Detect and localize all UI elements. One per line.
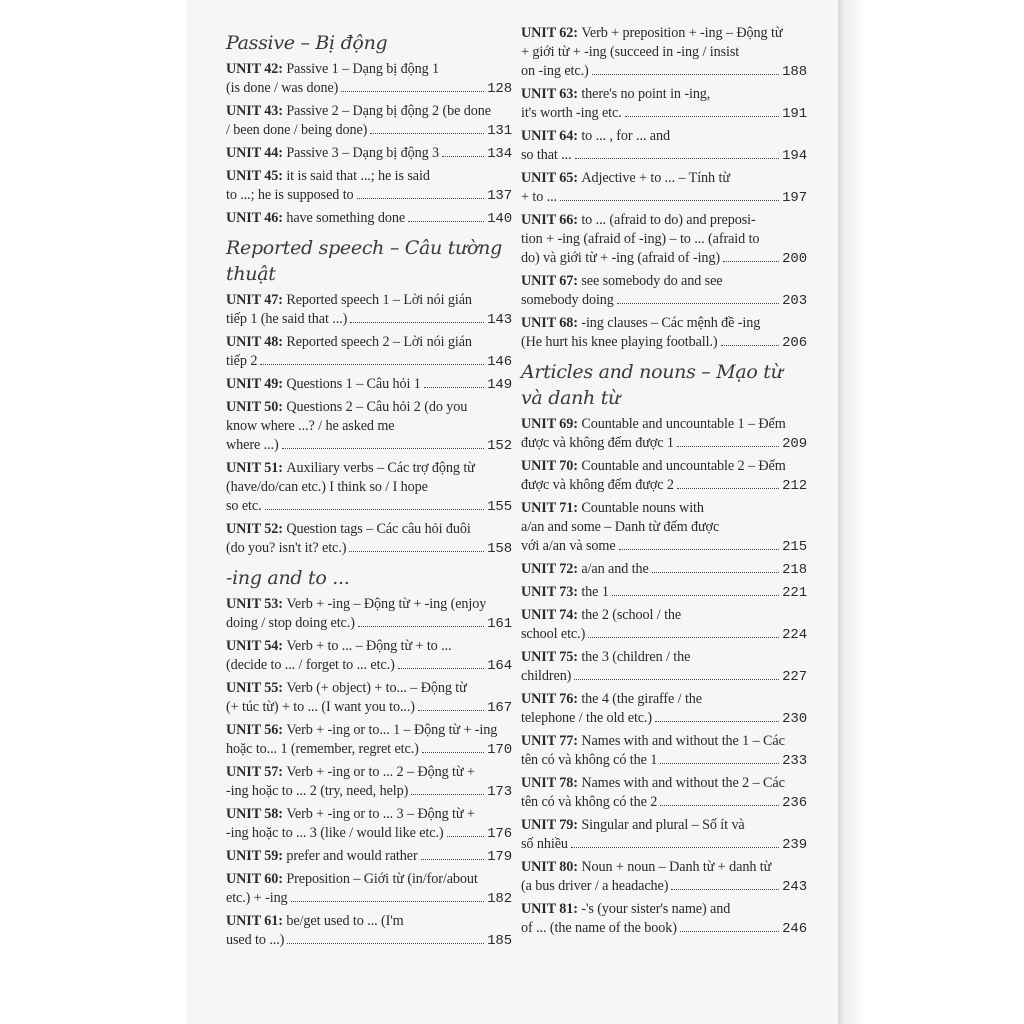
toc-entry[interactable] bbox=[226, 144, 512, 164]
page-number: 239 bbox=[782, 837, 807, 853]
page-number: 176 bbox=[487, 826, 512, 842]
entry-title-line: know where ...? / he asked me bbox=[226, 418, 395, 434]
unit-label: UNIT 80: bbox=[521, 859, 578, 875]
leader-dots bbox=[341, 91, 484, 92]
unit-label: UNIT 42: bbox=[226, 61, 283, 77]
unit-label: UNIT 52: bbox=[226, 521, 283, 537]
entry-title-line: Verb (+ object) + to... – Động từ bbox=[286, 680, 467, 696]
leader-dots bbox=[370, 133, 484, 134]
unit-label: UNIT 48: bbox=[226, 334, 283, 350]
toc-entry[interactable] bbox=[226, 459, 512, 517]
page-number: 149 bbox=[487, 377, 512, 393]
page-number: 185 bbox=[487, 933, 512, 949]
entry-title-line: Verb + -ing – Động từ + -ing (enjoy bbox=[286, 596, 487, 612]
page-edge-shadow bbox=[838, 0, 1024, 1024]
unit-label: UNIT 65: bbox=[521, 170, 578, 186]
entry-title-line: be/get used to ... (I'm bbox=[286, 913, 404, 929]
entry-title-line: so that ... bbox=[521, 147, 572, 163]
entry-title-line: -'s (your sister's name) and bbox=[581, 901, 731, 917]
entry-title-line: Countable nouns with bbox=[581, 500, 704, 516]
entry-title-line: + to ... bbox=[521, 189, 557, 205]
toc-entry[interactable] bbox=[521, 606, 807, 645]
unit-label: UNIT 73: bbox=[521, 584, 578, 600]
leader-dots bbox=[447, 836, 485, 837]
leader-dots bbox=[358, 626, 484, 627]
toc-entry[interactable] bbox=[226, 595, 512, 634]
entry-title-line: -ing hoặc to ... 3 (like / would like etc.) bbox=[226, 825, 444, 841]
leader-dots bbox=[571, 847, 779, 848]
entry-title-line: Verb + preposition + -ing – Động từ bbox=[581, 25, 783, 41]
page-number: 140 bbox=[487, 211, 512, 227]
leader-dots bbox=[625, 116, 779, 117]
entry-title-line: Question tags – Các câu hỏi đuôi bbox=[286, 521, 471, 537]
entry-title-line: to ...; he is supposed to bbox=[226, 187, 354, 203]
entry-title-line: (is done / was done) bbox=[226, 80, 339, 96]
toc-entry[interactable] bbox=[521, 732, 807, 771]
leader-dots bbox=[723, 261, 779, 262]
page-number: 143 bbox=[487, 312, 512, 328]
leader-dots bbox=[660, 805, 779, 806]
unit-label: UNIT 58: bbox=[226, 806, 283, 822]
entry-title-line: prefer and would rather bbox=[286, 848, 418, 864]
entry-title-line: school etc.) bbox=[521, 626, 586, 642]
page-number: 131 bbox=[487, 123, 512, 139]
page-number: 233 bbox=[782, 753, 807, 769]
toc-entry[interactable] bbox=[226, 167, 512, 206]
entry-title-line: see somebody do and see bbox=[581, 273, 723, 289]
page-number: 182 bbox=[487, 891, 512, 907]
entry-title-line: Verb + -ing or to ... 2 – Động từ + bbox=[286, 764, 475, 780]
unit-label: UNIT 47: bbox=[226, 292, 283, 308]
leader-dots bbox=[349, 551, 484, 552]
unit-label: UNIT 78: bbox=[521, 775, 578, 791]
entry-title-line: somebody doing bbox=[521, 292, 614, 308]
entry-title-line: a/an and the bbox=[581, 561, 649, 577]
toc-entry[interactable] bbox=[226, 763, 512, 802]
unit-label: UNIT 50: bbox=[226, 399, 283, 415]
toc-entry[interactable] bbox=[226, 721, 512, 760]
toc-entry[interactable] bbox=[521, 314, 807, 353]
page-number: 206 bbox=[782, 335, 807, 351]
leader-dots bbox=[677, 446, 779, 447]
leader-dots bbox=[592, 74, 779, 75]
toc-entry[interactable] bbox=[226, 847, 512, 867]
entry-title-line: the 1 bbox=[581, 584, 609, 600]
unit-label: UNIT 43: bbox=[226, 103, 283, 119]
entry-title-line: it is said that ...; he is said bbox=[286, 168, 430, 184]
entry-title-line: it's worth -ing etc. bbox=[521, 105, 622, 121]
entry-title-line: Adjective + to ... – Tính từ bbox=[581, 170, 730, 186]
toc-entry[interactable] bbox=[521, 816, 807, 855]
toc-entry[interactable] bbox=[226, 375, 512, 395]
leader-dots bbox=[287, 943, 484, 944]
toc-entry[interactable] bbox=[521, 85, 807, 124]
page-number: 188 bbox=[782, 64, 807, 80]
leader-dots bbox=[612, 595, 779, 596]
entry-title-line: do) và giới từ + -ing (afraid of -ing) bbox=[521, 250, 721, 266]
entry-title-line: on -ing etc.) bbox=[521, 63, 589, 79]
unit-label: UNIT 46: bbox=[226, 210, 283, 226]
entry-title-line: Preposition – Giới từ (in/for/about bbox=[286, 871, 478, 887]
unit-label: UNIT 44: bbox=[226, 145, 283, 161]
entry-title-line: Reported speech 1 – Lời nói gián bbox=[286, 292, 472, 308]
entry-title-line: hoặc to... 1 (remember, regret etc.) bbox=[226, 741, 419, 757]
leader-dots bbox=[411, 794, 484, 795]
entry-title-line: so etc. bbox=[226, 498, 262, 514]
page-number: 161 bbox=[487, 616, 512, 632]
entry-title-line: etc.) + -ing bbox=[226, 890, 288, 906]
entry-title-line: doing / stop doing etc.) bbox=[226, 615, 355, 631]
unit-label: UNIT 55: bbox=[226, 680, 283, 696]
leader-dots bbox=[671, 889, 779, 890]
unit-label: UNIT 69: bbox=[521, 416, 578, 432]
entry-title-line: tion + -ing (afraid of -ing) – to ... (afraid to bbox=[521, 231, 760, 247]
unit-label: UNIT 79: bbox=[521, 817, 578, 833]
page-number: 221 bbox=[782, 585, 807, 601]
entry-title-line: Singular and plural – Số ít và bbox=[581, 817, 745, 833]
entry-title-line: the 3 (children / the bbox=[581, 649, 691, 665]
section-heading: Reported speech – Câu tường thuật bbox=[226, 237, 502, 285]
entry-title-line: (a bus driver / a headache) bbox=[521, 878, 669, 894]
page-number: 197 bbox=[782, 190, 807, 206]
toc-entry[interactable] bbox=[226, 520, 512, 559]
unit-label: UNIT 74: bbox=[521, 607, 578, 623]
entry-title-line: the 4 (the giraffe / the bbox=[581, 691, 702, 707]
leader-dots bbox=[680, 931, 779, 932]
unit-label: UNIT 70: bbox=[521, 458, 578, 474]
leader-dots bbox=[421, 859, 485, 860]
page-number: 218 bbox=[782, 562, 807, 578]
entry-title-line: Passive 3 – Dạng bị động 3 bbox=[286, 145, 440, 161]
leader-dots bbox=[652, 572, 779, 573]
page-number: 209 bbox=[782, 436, 807, 452]
toc-entry[interactable] bbox=[521, 648, 807, 687]
leader-dots bbox=[265, 509, 485, 510]
entry-title-line: (have/do/can etc.) I think so / I hope bbox=[226, 479, 428, 495]
section-heading: Passive – Bị động bbox=[226, 32, 388, 54]
entry-title-line: Names with and without the 1 – Các bbox=[581, 733, 785, 749]
unit-label: UNIT 51: bbox=[226, 460, 283, 476]
toc-entry[interactable] bbox=[521, 211, 807, 269]
toc-entry[interactable] bbox=[226, 398, 512, 456]
entry-title-line: (do you? isn't it? etc.) bbox=[226, 540, 347, 556]
page-number: 200 bbox=[782, 251, 807, 267]
page-number: 203 bbox=[782, 293, 807, 309]
leader-dots bbox=[660, 763, 779, 764]
leader-dots bbox=[282, 448, 485, 449]
page-number: 215 bbox=[782, 539, 807, 555]
page-number: 167 bbox=[487, 700, 512, 716]
entry-title-line: / been done / being done) bbox=[226, 122, 368, 138]
toc-entry[interactable] bbox=[521, 690, 807, 729]
unit-label: UNIT 76: bbox=[521, 691, 578, 707]
entry-title-line: used to ...) bbox=[226, 932, 285, 948]
toc-entry[interactable] bbox=[226, 805, 512, 844]
leader-dots bbox=[260, 364, 484, 365]
entry-title-line: tiếp 2 bbox=[226, 353, 258, 369]
entry-title-line: to ... (afraid to do) and preposi- bbox=[581, 212, 756, 228]
leader-dots bbox=[617, 303, 779, 304]
toc-entry[interactable] bbox=[521, 774, 807, 813]
page-number: 152 bbox=[487, 438, 512, 454]
page-number: 155 bbox=[487, 499, 512, 515]
page-number: 128 bbox=[487, 81, 512, 97]
unit-label: UNIT 53: bbox=[226, 596, 283, 612]
section-heading: -ing and to ... bbox=[226, 567, 350, 589]
unit-label: UNIT 75: bbox=[521, 649, 578, 665]
page-number: 246 bbox=[782, 921, 807, 937]
unit-label: UNIT 68: bbox=[521, 315, 578, 331]
toc-entry[interactable] bbox=[226, 637, 512, 676]
leader-dots bbox=[418, 710, 484, 711]
unit-label: UNIT 64: bbox=[521, 128, 578, 144]
page-number: 158 bbox=[487, 541, 512, 557]
toc-entry[interactable] bbox=[226, 60, 512, 99]
entry-title-line: Names with and without the 2 – Các bbox=[581, 775, 785, 791]
page-number: 243 bbox=[782, 879, 807, 895]
toc-entry[interactable] bbox=[521, 415, 807, 454]
leader-dots bbox=[619, 549, 780, 550]
page-number: 224 bbox=[782, 627, 807, 643]
toc-entry[interactable] bbox=[521, 900, 807, 939]
page-number: 170 bbox=[487, 742, 512, 758]
entry-title-line: số nhiều bbox=[521, 836, 568, 852]
toc-entry[interactable] bbox=[226, 333, 512, 372]
entry-title-line: a/an and some – Danh từ đếm được bbox=[521, 519, 720, 535]
toc-entry[interactable] bbox=[226, 679, 512, 718]
entry-title-line: -ing hoặc to ... 2 (try, need, help) bbox=[226, 783, 409, 799]
entry-title-line: telephone / the old etc.) bbox=[521, 710, 653, 726]
toc-entry[interactable] bbox=[226, 912, 512, 951]
page-number: 236 bbox=[782, 795, 807, 811]
page-number: 230 bbox=[782, 711, 807, 727]
leader-dots bbox=[350, 322, 484, 323]
toc-left-column bbox=[226, 24, 512, 954]
entry-title-line: (decide to ... / forget to ... etc.) bbox=[226, 657, 395, 673]
leader-dots bbox=[575, 158, 780, 159]
entry-title-line: the 2 (school / the bbox=[581, 607, 682, 623]
entry-title-line: Noun + noun – Danh từ + danh từ bbox=[581, 859, 772, 875]
leader-dots bbox=[655, 721, 779, 722]
page-number: 194 bbox=[782, 148, 807, 164]
leader-dots bbox=[408, 221, 484, 222]
toc-entry[interactable] bbox=[521, 272, 807, 311]
leader-dots bbox=[291, 901, 485, 902]
unit-label: UNIT 62: bbox=[521, 25, 578, 41]
page-number: 212 bbox=[782, 478, 807, 494]
page-number: 134 bbox=[487, 146, 512, 162]
unit-label: UNIT 45: bbox=[226, 168, 283, 184]
entry-title-line: Questions 1 – Câu hỏi 1 bbox=[286, 376, 421, 392]
entry-title-line: Verb + to ... – Động từ + to ... bbox=[286, 638, 452, 654]
toc-entry[interactable] bbox=[521, 858, 807, 897]
entry-title-line: + giới từ + -ing (succeed in -ing / insist bbox=[521, 44, 740, 60]
leader-dots bbox=[422, 752, 484, 753]
unit-label: UNIT 56: bbox=[226, 722, 283, 738]
entry-title-line: there's no point in -ing, bbox=[581, 86, 711, 102]
toc-entry[interactable] bbox=[521, 24, 807, 82]
unit-label: UNIT 66: bbox=[521, 212, 578, 228]
entry-title-line: children) bbox=[521, 668, 572, 684]
leader-dots bbox=[398, 668, 484, 669]
unit-label: UNIT 67: bbox=[521, 273, 578, 289]
toc-entry[interactable] bbox=[521, 499, 807, 557]
entry-title-line: được và không đếm được 2 bbox=[521, 477, 674, 493]
entry-title-line: Passive 2 – Dạng bị động 2 (be done bbox=[286, 103, 491, 119]
entry-title-line: of ... (the name of the book) bbox=[521, 920, 677, 936]
page-number: 164 bbox=[487, 658, 512, 674]
leader-dots bbox=[560, 200, 779, 201]
entry-title-line: tiếp 1 (he said that ...) bbox=[226, 311, 348, 327]
entry-title-line: Countable and uncountable 2 – Đếm bbox=[581, 458, 786, 474]
entry-title-line: (+ túc từ) + to ... (I want you to...) bbox=[226, 699, 415, 715]
entry-title-line: have something done bbox=[286, 210, 406, 226]
unit-label: UNIT 72: bbox=[521, 561, 578, 577]
entry-title-line: được và không đếm được 1 bbox=[521, 435, 674, 451]
entry-title-line: Verb + -ing or to... 1 – Động từ + -ing bbox=[286, 722, 498, 738]
unit-label: UNIT 71: bbox=[521, 500, 578, 516]
entry-title-line: -ing clauses – Các mệnh đề -ing bbox=[581, 315, 761, 331]
toc-entry[interactable] bbox=[521, 583, 807, 603]
page-number: 173 bbox=[487, 784, 512, 800]
toc-entry[interactable] bbox=[521, 457, 807, 496]
toc-entry[interactable] bbox=[521, 169, 807, 208]
page-number: 146 bbox=[487, 354, 512, 370]
unit-label: UNIT 57: bbox=[226, 764, 283, 780]
unit-label: UNIT 63: bbox=[521, 86, 578, 102]
leader-dots bbox=[357, 198, 485, 199]
section-heading: Articles and nouns – Mạo từ và danh từ bbox=[521, 361, 783, 409]
page-number: 227 bbox=[782, 669, 807, 685]
entry-title-line: tên có và không có the 1 bbox=[521, 752, 658, 768]
entry-title-line: where ...) bbox=[226, 437, 279, 453]
entry-title-line: Reported speech 2 – Lời nói gián bbox=[286, 334, 472, 350]
toc-entry[interactable] bbox=[226, 209, 512, 229]
unit-label: UNIT 49: bbox=[226, 376, 283, 392]
leader-dots bbox=[677, 488, 779, 489]
toc-entry[interactable] bbox=[226, 291, 512, 330]
entry-title-line: Auxiliary verbs – Các trợ động từ bbox=[286, 460, 475, 476]
entry-title-line: tên có và không có the 2 bbox=[521, 794, 658, 810]
unit-label: UNIT 81: bbox=[521, 901, 578, 917]
entry-title-line: Verb + -ing or to ... 3 – Động từ + bbox=[286, 806, 475, 822]
page-number: 137 bbox=[487, 188, 512, 204]
unit-label: UNIT 77: bbox=[521, 733, 578, 749]
unit-label: UNIT 54: bbox=[226, 638, 283, 654]
leader-dots bbox=[574, 679, 779, 680]
entry-title-line: Countable and uncountable 1 – Đếm bbox=[581, 416, 786, 432]
unit-label: UNIT 61: bbox=[226, 913, 283, 929]
leader-dots bbox=[442, 156, 484, 157]
entry-title-line: to ... , for ... and bbox=[581, 128, 670, 144]
entry-title-line: Questions 2 – Câu hỏi 2 (do you bbox=[286, 399, 468, 415]
unit-label: UNIT 60: bbox=[226, 871, 283, 887]
page-number: 191 bbox=[782, 106, 807, 122]
leader-dots bbox=[588, 637, 779, 638]
toc-entry[interactable] bbox=[521, 127, 807, 166]
entry-title-line: với a/an và some bbox=[521, 538, 616, 554]
leader-dots bbox=[424, 387, 484, 388]
page-number: 179 bbox=[487, 849, 512, 865]
unit-label: UNIT 59: bbox=[226, 848, 283, 864]
toc-right-column bbox=[521, 24, 807, 942]
toc-entry[interactable] bbox=[226, 870, 512, 909]
entry-title-line: (He hurt his knee playing football.) bbox=[521, 334, 718, 350]
leader-dots bbox=[721, 345, 780, 346]
toc-entry[interactable] bbox=[521, 560, 807, 580]
entry-title-line: Passive 1 – Dạng bị động 1 bbox=[286, 61, 440, 77]
toc-entry[interactable] bbox=[226, 102, 512, 141]
